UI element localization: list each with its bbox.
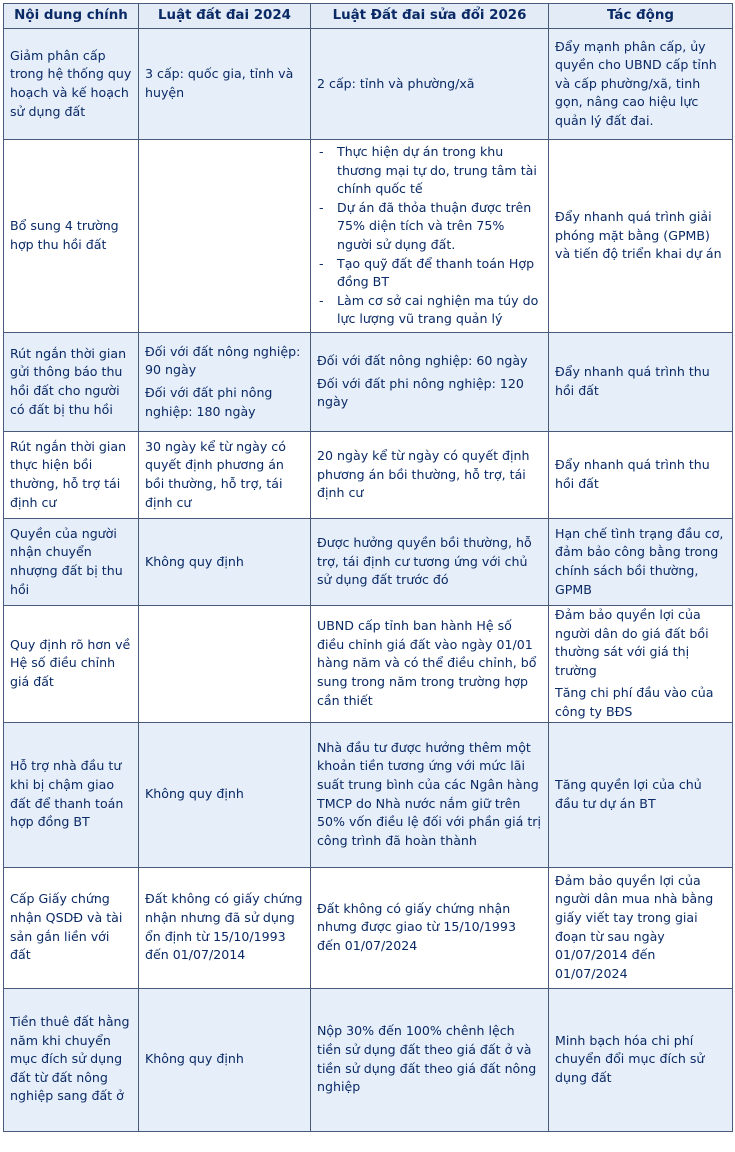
cell-law-2026 bbox=[311, 722, 549, 867]
cell-law-2024 bbox=[139, 988, 311, 1131]
cell-paragraph: 30 ngày kể từ ngày có quyết định phương án bồi thường, hỗ trợ, tái định cư bbox=[145, 438, 286, 510]
table-row bbox=[4, 867, 733, 988]
cell-paragraph: Không quy định bbox=[145, 786, 244, 802]
cell-law-2026 bbox=[311, 140, 549, 333]
cell-paragraph: 3 cấp: quốc gia, tỉnh và huyện bbox=[145, 66, 294, 100]
cell-topic: Rút ngắn thời gian gửi thông báo thu hồi đất cho người có đất bị thu hồi bbox=[4, 333, 139, 432]
cell-paragraph: Đảm bảo quyền lợi của người dân mua nhà bằng giấy viết tay trong giai đoạn từ sau ngày 01/07/2014 đến 01/07/2024 bbox=[555, 872, 714, 981]
cell-paragraph: Minh bạch hóa chi phí chuyển đổi mục đích sử dụng đất bbox=[555, 1032, 705, 1085]
cell-paragraph: Đẩy nhanh quá trình thu hồi đất bbox=[555, 364, 710, 398]
cell-paragraph: 20 ngày kể từ ngày có quyết định phương án bồi thường, hỗ trợ, tái định cư bbox=[317, 448, 530, 501]
law-comparison-table bbox=[3, 3, 733, 1132]
cell-paragraph: Tăng quyền lợi của chủ đầu tư dự án BT bbox=[555, 776, 702, 811]
cell-paragraph: Không quy định bbox=[145, 553, 244, 569]
cell-law-2024 bbox=[139, 519, 311, 606]
cell-impact bbox=[549, 29, 733, 140]
cell-paragraph: UBND cấp tỉnh ban hành Hệ số điều chỉnh giá đất vào ngày 01/01 hàng năm và có thể điều chỉnh, bổ sung trong năm trong trường hợp cần thiết bbox=[317, 618, 537, 708]
cell-paragraph: Đẩy mạnh phân cấp, ủy quyền cho UBND cấp tỉnh và cấp phường/xã, tinh gọn, nâng cao hiệu lực quản lý đất đai. bbox=[555, 38, 717, 128]
table-row bbox=[4, 29, 733, 140]
cell-topic: Cấp Giấy chứng nhận QSDĐ và tài sản gắn liền với đất bbox=[4, 867, 139, 988]
cell-paragraph: Nhà đầu tư được hưởng thêm một khoản tiền tương ứng với mức lãi suất trung bình của các Ngân hàng TMCP do Nhà nước nắm giữ trên 50% vốn điều lệ đối với phần giá trị công trình đã hoàn thành bbox=[317, 739, 541, 848]
table-row bbox=[4, 432, 733, 519]
cell-paragraph: Đẩy nhanh quá trình thu hồi đất bbox=[555, 457, 710, 491]
cell-paragraph: 2 cấp: tỉnh và phường/xã bbox=[317, 75, 475, 91]
cell-paragraph: Đối với đất nông nghiệp: 90 ngày bbox=[145, 343, 301, 378]
cell-impact bbox=[549, 333, 733, 432]
cell-topic: Tiền thuê đất hằng năm khi chuyển mục đích sử dụng đất từ đất nông nghiệp sang đất ở bbox=[4, 988, 139, 1131]
cell-paragraph: Được hưởng quyền bồi thường, hỗ trợ, tái định cư tương ứng với chủ sử dụng đất trước đó bbox=[317, 535, 532, 588]
cell-impact bbox=[549, 988, 733, 1131]
cell-topic: Hỗ trợ nhà đầu tư khi bị chậm giao đất để thanh toán hợp đồng BT bbox=[4, 722, 139, 867]
cell-paragraph: Hạn chế tình trạng đầu cơ, đảm bảo công bằng trong chính sách bồi thường, GPMB bbox=[555, 525, 724, 597]
header-row bbox=[4, 4, 733, 29]
table-row bbox=[4, 519, 733, 606]
cell-impact bbox=[549, 432, 733, 519]
cell-law-2024 bbox=[139, 867, 311, 988]
cell-paragraph: Không quy định bbox=[145, 1051, 244, 1067]
cell-paragraph: Đối với đất phi nông nghiệp: 120 ngày bbox=[317, 375, 524, 410]
bullet-list bbox=[317, 143, 542, 329]
cell-topic: Quyền của người nhận chuyển nhượng đất bị thu hồi bbox=[4, 519, 139, 606]
cell-law-2024 bbox=[139, 606, 311, 723]
cell-law-2026 bbox=[311, 519, 549, 606]
cell-impact bbox=[549, 606, 733, 723]
table-row bbox=[4, 606, 733, 723]
cell-paragraph: Đối với đất nông nghiệp: 60 ngày bbox=[317, 353, 528, 369]
header-main-content: Nội dung chính bbox=[4, 4, 139, 29]
cell-law-2026 bbox=[311, 988, 549, 1131]
cell-impact bbox=[549, 867, 733, 988]
header-impact: Tác động bbox=[549, 4, 733, 29]
cell-law-2026 bbox=[311, 867, 549, 988]
table-row bbox=[4, 722, 733, 867]
cell-topic: Rút ngắn thời gian thực hiện bồi thường, hỗ trợ tái định cư bbox=[4, 432, 139, 519]
table-row bbox=[4, 140, 733, 333]
cell-topic: Bổ sung 4 trường hợp thu hồi đất bbox=[4, 140, 139, 333]
cell-law-2024 bbox=[139, 29, 311, 140]
table-row bbox=[4, 333, 733, 432]
cell-law-2026 bbox=[311, 29, 549, 140]
cell-impact bbox=[549, 722, 733, 867]
list-item: - Dự án đã thỏa thuận được trên 75% diện tích và trên 75% người sử dụng đất. bbox=[317, 199, 542, 255]
cell-topic: Giảm phân cấp trong hệ thống quy hoạch và kế hoạch sử dụng đất bbox=[4, 29, 139, 140]
cell-law-2024 bbox=[139, 333, 311, 432]
cell-law-2024 bbox=[139, 432, 311, 519]
cell-law-2026 bbox=[311, 606, 549, 723]
cell-paragraph: Nộp 30% đến 100% chênh lệch tiền sử dụng đất theo giá đất ở và tiền sử dụng đất theo giá đất nông nghiệp bbox=[317, 1023, 537, 1095]
list-item: - Làm cơ sở cai nghiện ma túy do lực lượng vũ trang quản lý bbox=[317, 292, 542, 329]
cell-law-2024 bbox=[139, 140, 311, 333]
cell-law-2024 bbox=[139, 722, 311, 867]
cell-law-2026 bbox=[311, 333, 549, 432]
cell-paragraph: Đất không có giấy chứng nhận nhưng được giao từ 15/10/1993 đến 01/07/2024 bbox=[317, 900, 516, 953]
table-row bbox=[4, 988, 733, 1131]
cell-law-2026 bbox=[311, 432, 549, 519]
cell-impact bbox=[549, 140, 733, 333]
cell-paragraph: Đất không có giấy chứng nhận nhưng đã sử dụng ổn định từ 15/10/1993 đến 01/07/2014 bbox=[145, 891, 303, 963]
cell-topic: Quy định rõ hơn về Hệ số điều chỉnh giá đất bbox=[4, 606, 139, 723]
header-law-2026: Luật Đất đai sửa đổi 2026 bbox=[311, 4, 549, 29]
cell-paragraph: Đối với đất phi nông nghiệp: 180 ngày bbox=[145, 385, 273, 419]
header-law-2024: Luật đất đai 2024 bbox=[139, 4, 311, 29]
list-item: - Thực hiện dự án trong khu thương mại tự do, trung tâm tài chính quốc tế bbox=[317, 143, 542, 199]
cell-paragraph: Tăng chi phí đầu vào của công ty BĐS bbox=[555, 685, 714, 719]
list-item: - Tạo quỹ đất để thanh toán Hợp đồng BT bbox=[317, 255, 542, 292]
cell-paragraph: Đảm bảo quyền lợi của người dân do giá đất bồi thường sát với giá thị trường bbox=[555, 607, 709, 678]
cell-impact bbox=[549, 519, 733, 606]
cell-paragraph: Đẩy nhanh quá trình giải phóng mặt bằng (GPMB) và tiến độ triển khai dự án bbox=[555, 209, 722, 262]
